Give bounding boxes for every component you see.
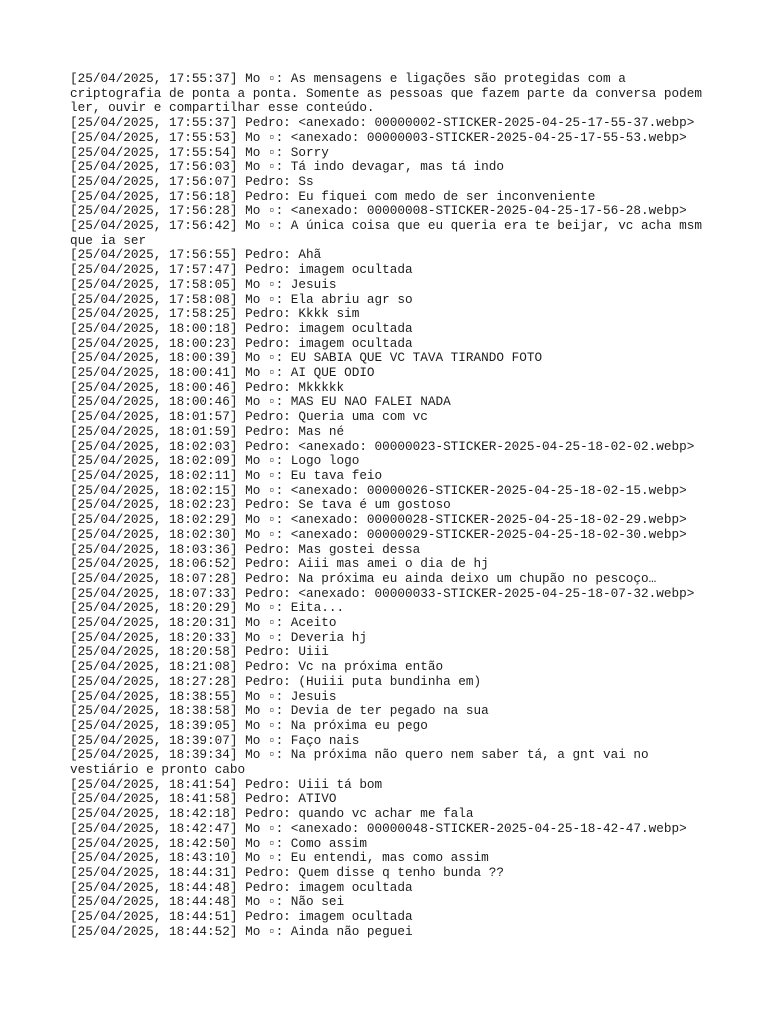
chat-message-line: [25/04/2025, 18:44:51] Pedro: imagem ocultada [70,909,413,925]
chat-message-line: [25/04/2025, 18:07:33] Pedro: <anexado: 00000033-STICKER-2025-04-25-18-07-32.webp> [70,585,695,601]
chat-message-line: [25/04/2025, 18:44:31] Pedro: Quem disse q tenho bunda ?? [70,864,504,880]
chat-message-line: [25/04/2025, 18:44:48] Pedro: imagem ocultada [70,879,413,895]
chat-message-line: [25/04/2025, 18:39:07] Mo ▫: Faço nais [70,732,360,748]
chat-message-line: [25/04/2025, 18:02:11] Mo ▫: Eu tava feio [70,467,383,483]
chat-message-line: [25/04/2025, 17:56:03] Mo ▫: Tá indo devagar, mas tá indo [70,159,504,175]
chat-message-line: [25/04/2025, 18:03:36] Pedro: Mas gostei dessa [70,541,421,557]
chat-message-line: [25/04/2025, 18:02:23] Pedro: Se tava é um gostoso [70,497,451,513]
chat-message-line: [25/04/2025, 18:42:50] Mo ▫: Como assim [70,835,367,851]
chat-message-line: [25/04/2025, 17:56:07] Pedro: Ss [70,173,314,189]
chat-message-line: [25/04/2025, 17:58:05] Mo ▫: Jesuis [70,276,337,292]
chat-message-line: [25/04/2025, 18:38:55] Mo ▫: Jesuis [70,688,337,704]
chat-message-line: [25/04/2025, 18:01:57] Pedro: Queria uma com vc [70,409,428,425]
chat-message-line: [25/04/2025, 18:02:15] Mo ▫: <anexado: 00000026-STICKER-2025-04-25-18-02-15.webp> [70,482,687,498]
chat-message-line: [25/04/2025, 18:38:58] Mo ▫: Devia de ter pegado na sua [70,703,489,719]
chat-message-line: [25/04/2025, 18:44:48] Mo ▫: Não sei [70,894,345,910]
chat-message-line: [25/04/2025, 18:41:58] Pedro: ATIVO [70,791,337,807]
chat-message-line: [25/04/2025, 18:06:52] Pedro: Aiii mas amei o dia de hj [70,556,489,572]
chat-message-line: [25/04/2025, 17:57:47] Pedro: imagem ocultada [70,262,413,278]
chat-message-line: [25/04/2025, 18:07:28] Pedro: Na próxima eu ainda deixo um chupão no pescoço… [70,570,657,586]
chat-message-line: [25/04/2025, 18:44:52] Mo ▫: Ainda não peguei [70,923,413,939]
chat-message-line: [25/04/2025, 18:39:05] Mo ▫: Na próxima eu pego [70,717,428,733]
chat-message-line: [25/04/2025, 17:58:08] Mo ▫: Ela abriu agr so [70,291,413,307]
chat-message-line: [25/04/2025, 18:27:28] Pedro: (Huiii puta bundinha em) [70,673,482,689]
chat-message-line: [25/04/2025, 18:02:30] Mo ▫: <anexado: 00000029-STICKER-2025-04-25-18-02-30.webp> [70,526,687,542]
chat-message-line: [25/04/2025, 18:01:59] Pedro: Mas né [70,423,345,439]
chat-message-line: [25/04/2025, 17:56:18] Pedro: Eu fiquei com medo de ser inconveniente [70,188,596,204]
chat-message-line: [25/04/2025, 18:00:46] Mo ▫: MAS EU NAO FALEI NADA [70,394,451,410]
chat-message-line: [25/04/2025, 18:02:03] Pedro: <anexado: 00000023-STICKER-2025-04-25-18-02-02.webp> [70,438,695,454]
chat-message-line: [25/04/2025, 18:00:46] Pedro: Mkkkkk [70,379,345,395]
chat-message-line: [25/04/2025, 17:55:37] Mo ▫: As mensagens e ligações são protegidas com a criptografia de ponta a ponta. Somente as pessoas que fazem parte da conversa podem ler, ouvir e compartilhar esse conteúdo. [70,71,710,116]
chat-message-line: [25/04/2025, 18:42:47] Mo ▫: <anexado: 00000048-STICKER-2025-04-25-18-42-47.webp> [70,820,687,836]
chat-message-line: [25/04/2025, 18:41:54] Pedro: Uiii tá bom [70,776,383,792]
chat-message-line: [25/04/2025, 18:00:23] Pedro: imagem ocultada [70,335,413,351]
chat-message-line: [25/04/2025, 18:00:18] Pedro: imagem ocultada [70,320,413,336]
chat-message-line: [25/04/2025, 17:58:25] Pedro: Kkkk sim [70,306,360,322]
chat-message-line: [25/04/2025, 18:42:18] Pedro: quando vc achar me fala [70,806,474,822]
chat-message-line: [25/04/2025, 18:02:09] Mo ▫: Logo logo [70,453,360,469]
chat-message-line: [25/04/2025, 18:02:29] Mo ▫: <anexado: 00000028-STICKER-2025-04-25-18-02-29.webp> [70,512,687,528]
chat-message-line: [25/04/2025, 18:39:34] Mo ▫: Na próxima não quero nem saber tá, a gnt vai no vestiário e pronto cabo [70,747,657,778]
chat-message-line: [25/04/2025, 17:55:53] Mo ▫: <anexado: 00000003-STICKER-2025-04-25-17-55-53.webp> [70,129,687,145]
chat-message-line: [25/04/2025, 18:20:29] Mo ▫: Eita... [70,600,345,616]
chat-message-line: [25/04/2025, 18:20:33] Mo ▫: Deveria hj [70,629,367,645]
chat-message-line: [25/04/2025, 18:20:58] Pedro: Uiii [70,644,329,660]
chat-message-line: [25/04/2025, 18:00:41] Mo ▫: AI QUE ODIO [70,365,375,381]
chat-message-line: [25/04/2025, 18:00:39] Mo ▫: EU SABIA QUE VC TAVA TIRANDO FOTO [70,350,543,366]
chat-message-line: [25/04/2025, 17:55:54] Mo ▫: Sorry [70,144,329,160]
chat-message-line: [25/04/2025, 17:56:42] Mo ▫: A única coisa que eu queria era te beijar, vc acha msm que ia ser [70,218,710,248]
chat-message-line: [25/04/2025, 17:56:28] Mo ▫: <anexado: 00000008-STICKER-2025-04-25-17-56-28.webp> [70,203,687,219]
chat-message-line: [25/04/2025, 17:55:37] Pedro: <anexado: 00000002-STICKER-2025-04-25-17-55-37.webp> [70,115,695,131]
chat-message-line: [25/04/2025, 18:21:08] Pedro: Vc na próxima então [70,659,444,675]
chat-message-line: [25/04/2025, 18:43:10] Mo ▫: Eu entendi, mas como assim [70,850,489,866]
chat-transcript [70,72,710,939]
chat-message-line: [25/04/2025, 17:56:55] Pedro: Ahã [70,247,322,263]
chat-message-line: [25/04/2025, 18:20:31] Mo ▫: Aceito [70,615,337,631]
